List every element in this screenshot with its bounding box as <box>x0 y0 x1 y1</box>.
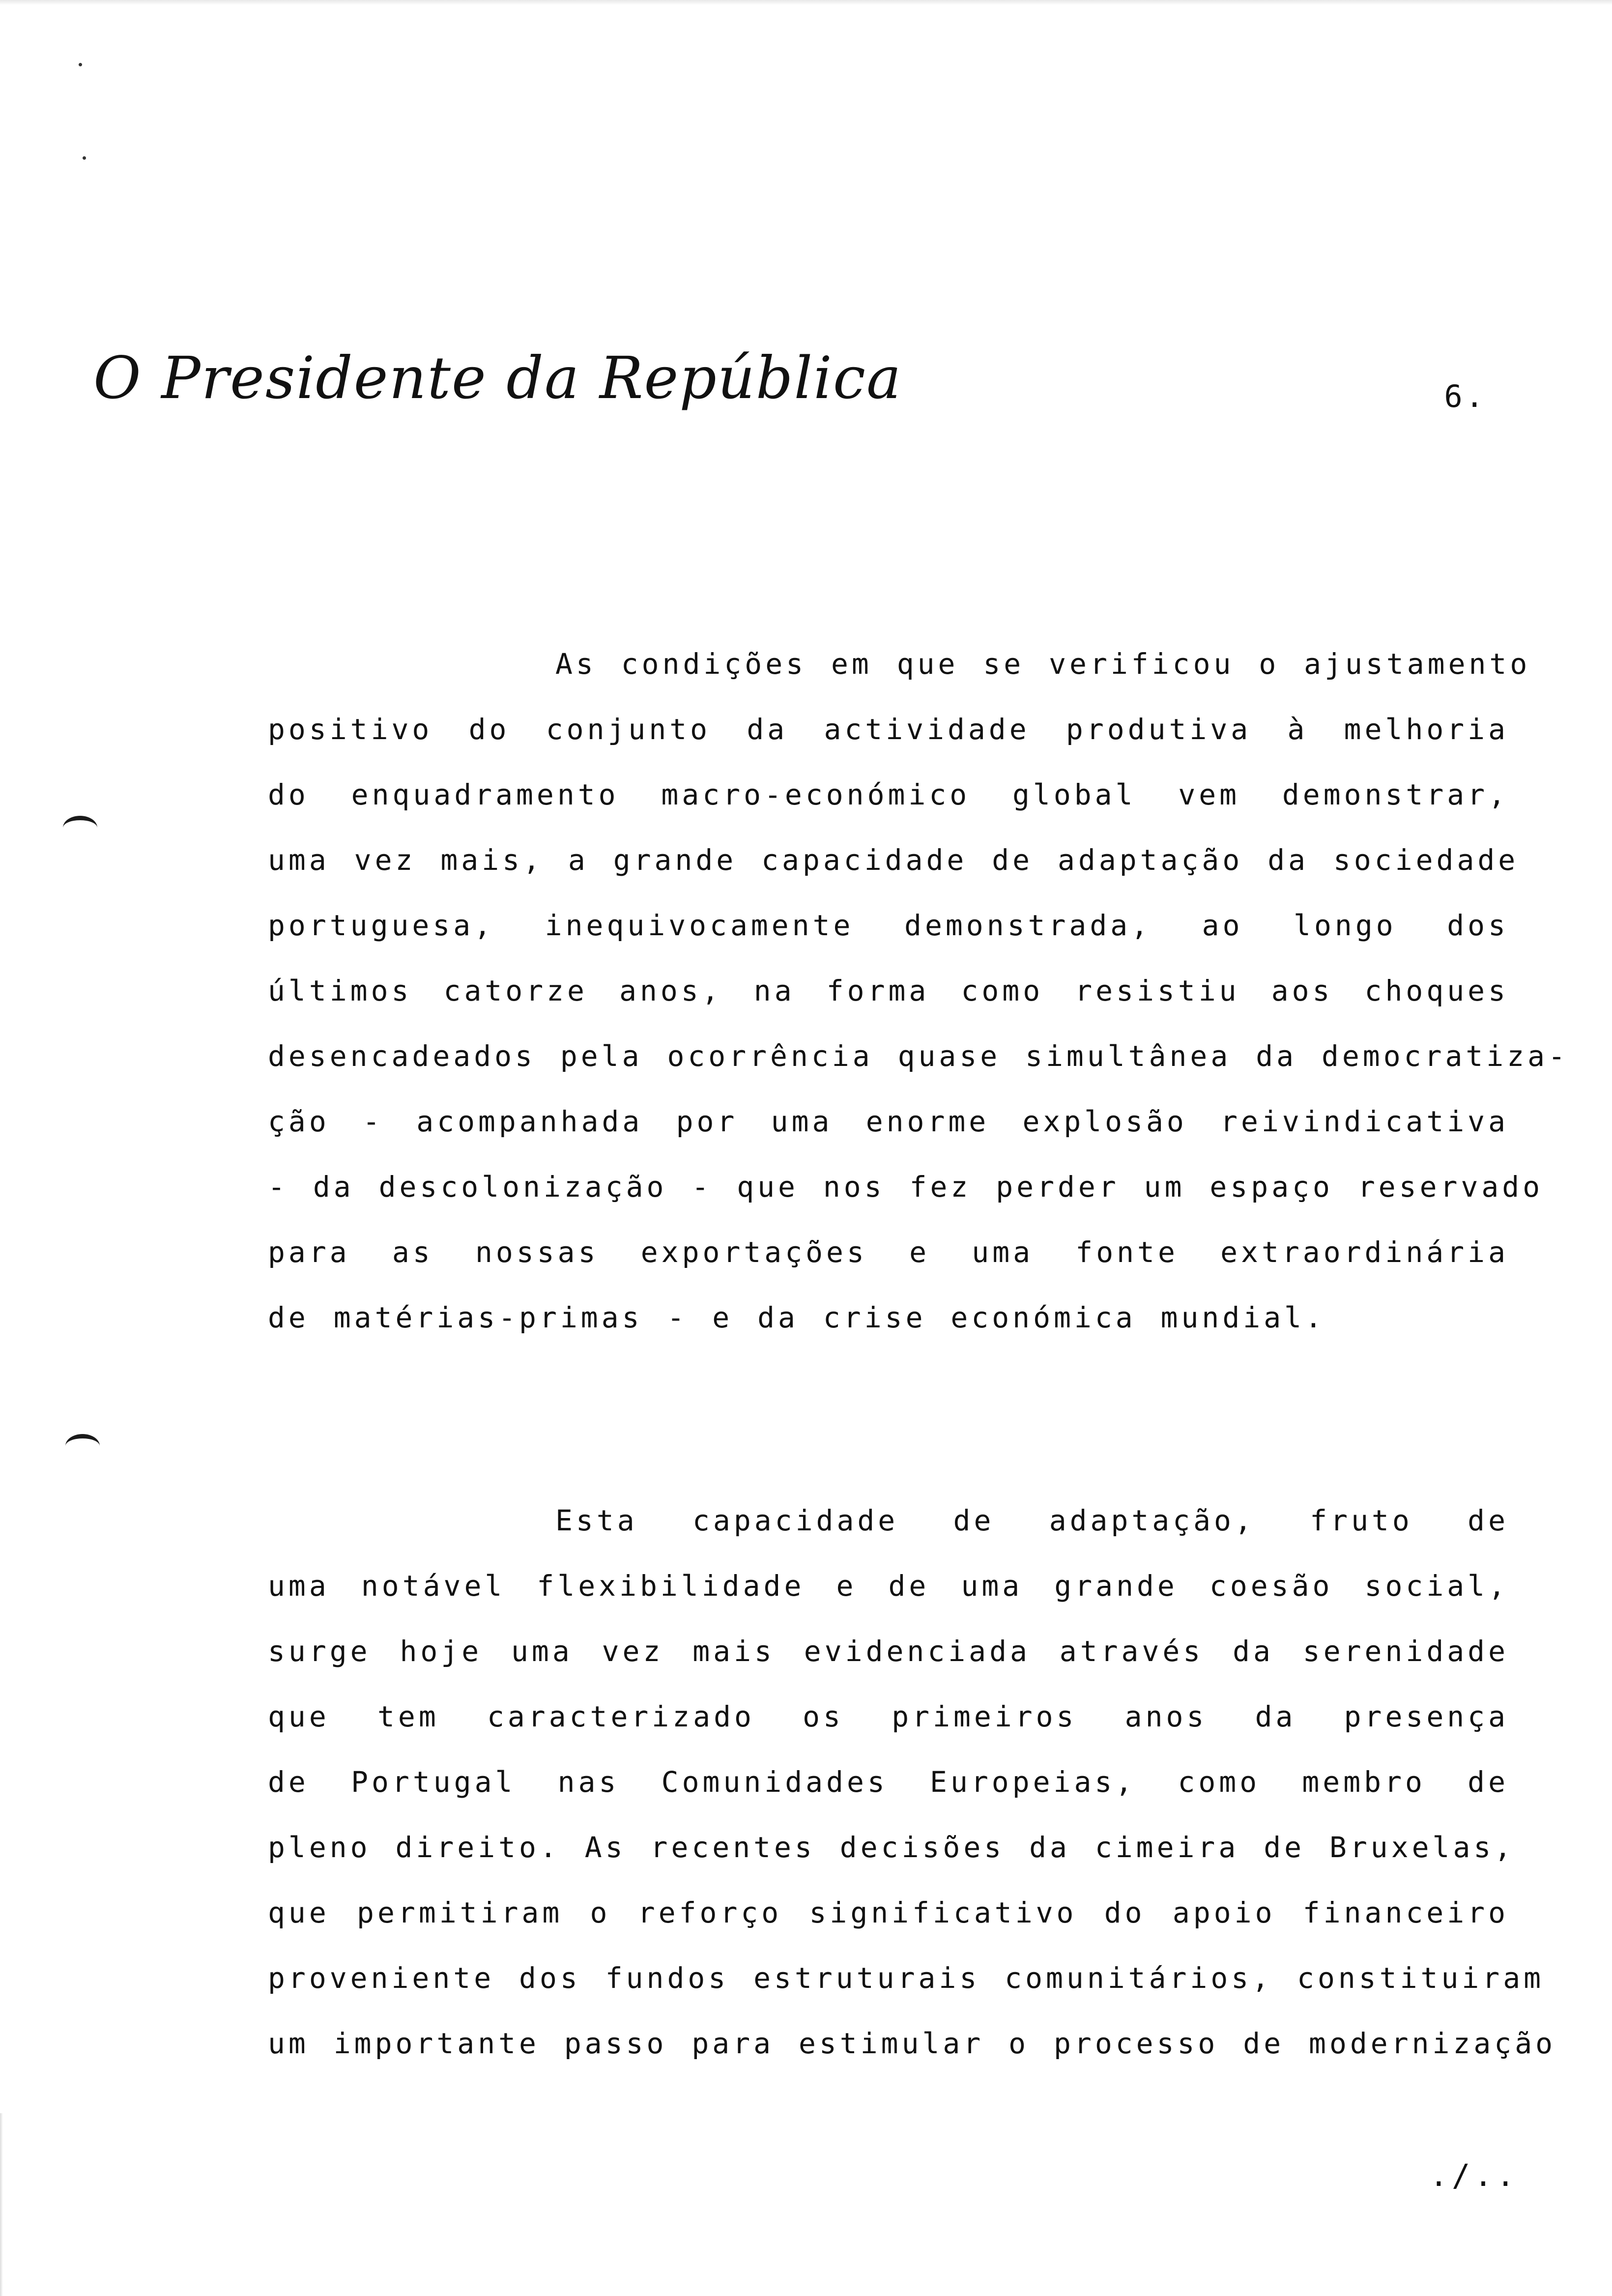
paragraph-gap <box>268 1363 1509 1500</box>
text-line: As condições em que se verificou o ajustamento <box>555 647 1531 681</box>
text-line: proveniente dos fundos estruturais comunitários, constituiram <box>268 1961 1545 1995</box>
text-line: últimos catorze anos, na forma como resistiu aos choques <box>268 974 1509 1007</box>
text-line: que permitiram o reforço significativo do apoio financeiro <box>268 1896 1509 1929</box>
continuation-mark: ./.. <box>1429 2157 1519 2193</box>
text-line: ção - acompanhada por uma enorme explosão reivindicativa <box>268 1105 1509 1138</box>
text-line: que tem caracterizado os primeiros anos da presença <box>268 1700 1509 1733</box>
text-line: pleno direito. As recentes decisões da cimeira de Bruxelas, <box>268 1831 1515 1864</box>
scan-speck <box>83 156 86 160</box>
text-line: uma vez mais, a grande capacidade de adaptação da sociedade <box>268 843 1519 877</box>
document-body <box>268 644 1569 2089</box>
paragraph-2 <box>268 1500 1556 2089</box>
text-line: um importante passo para estimular o processo de modernização <box>268 2027 1556 2060</box>
text-line: portuguesa, inequivocamente demonstrada, ao longo dos <box>268 909 1509 942</box>
scan-edge-left <box>0 2113 3 2296</box>
text-line: uma notável flexibilidade e de uma grande coesão social, <box>268 1569 1509 1603</box>
paragraph-1 <box>268 644 1569 1363</box>
text-line: de Portugal nas Comunidades Europeias, como membro de <box>268 1765 1509 1799</box>
text-line: desencadeados pela ocorrência quase simultânea da democratiza- <box>268 1039 1569 1073</box>
text-line: de matérias-primas - e da crise económica mundial. <box>268 1301 1325 1334</box>
text-line: - da descolonização - que nos fez perder um espaço reservado <box>268 1170 1544 1204</box>
text-line: para as nossas exportações e uma fonte extraordinária <box>268 1235 1509 1269</box>
page-header <box>93 344 1519 437</box>
punch-hole-mark-upper <box>63 816 97 840</box>
scan-speck <box>79 63 82 66</box>
text-line: surge hoje uma vez mais evidenciada através da serenidade <box>268 1635 1509 1668</box>
text-line: do enquadramento macro-económico global vem demonstrar, <box>268 778 1509 811</box>
text-line: positivo do conjunto da actividade produtiva à melhoria <box>268 713 1509 746</box>
scan-edge-top <box>0 0 1612 5</box>
letterhead-title: O Presidente da República <box>93 344 902 412</box>
punch-hole-mark-lower <box>65 1434 100 1458</box>
text-line: Esta capacidade de adaptação, fruto de <box>555 1504 1509 1537</box>
page-number: 6. <box>1444 378 1487 414</box>
